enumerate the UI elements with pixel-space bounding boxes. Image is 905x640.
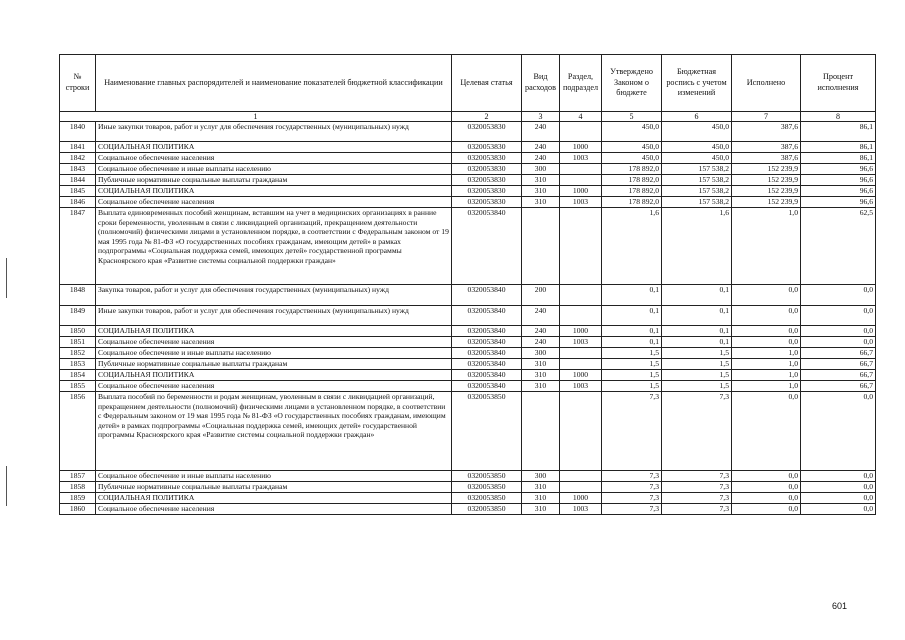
row-number: 1860 xyxy=(60,504,96,515)
row-section: 1000 xyxy=(560,493,602,504)
row-name: Социальное обеспечение населения xyxy=(96,153,452,164)
row-execution-percent: 62,5 xyxy=(801,208,876,285)
row-number: 1848 xyxy=(60,285,96,306)
row-number: 1851 xyxy=(60,337,96,348)
row-number: 1844 xyxy=(60,175,96,186)
row-execution-percent: 66,7 xyxy=(801,348,876,359)
header-kind: Вид расходов xyxy=(522,55,560,112)
column-number: 2 xyxy=(452,112,522,122)
header-name: Наименование главных распорядителей и наименование показателей бюджетной классификации xyxy=(96,55,452,112)
header-approved: Утверждено Законом о бюджете xyxy=(602,55,662,112)
row-approved-amount: 1,6 xyxy=(602,208,662,285)
row-approved-amount: 0,1 xyxy=(602,337,662,348)
row-executed-amount: 1,0 xyxy=(732,359,801,370)
row-expense-kind: 300 xyxy=(522,348,560,359)
row-expense-kind: 310 xyxy=(522,370,560,381)
row-expense-kind: 310 xyxy=(522,504,560,515)
row-executed-amount: 0,0 xyxy=(732,471,801,482)
row-budget-amount: 7,3 xyxy=(662,392,732,471)
row-section xyxy=(560,348,602,359)
header-percent: Процент исполнения xyxy=(801,55,876,112)
row-approved-amount: 1,5 xyxy=(602,381,662,392)
row-expense-kind: 300 xyxy=(522,164,560,175)
row-execution-percent: 0,0 xyxy=(801,326,876,337)
row-section xyxy=(560,285,602,306)
row-name: Публичные нормативные социальные выплаты гражданам xyxy=(96,482,452,493)
row-target-article: 0320053840 xyxy=(452,337,522,348)
header-section: Раздел, подраздел xyxy=(560,55,602,112)
row-target-article: 0320053830 xyxy=(452,175,522,186)
row-budget-amount: 7,3 xyxy=(662,493,732,504)
table-header-row xyxy=(60,55,876,112)
table-row xyxy=(60,175,876,186)
row-executed-amount: 0,0 xyxy=(732,482,801,493)
row-budget-amount: 7,3 xyxy=(662,504,732,515)
table-row xyxy=(60,142,876,153)
row-section: 1003 xyxy=(560,337,602,348)
table-row xyxy=(60,471,876,482)
row-name: СОЦИАЛЬНАЯ ПОЛИТИКА xyxy=(96,493,452,504)
row-number: 1846 xyxy=(60,197,96,208)
row-executed-amount: 0,0 xyxy=(732,306,801,326)
table-row xyxy=(60,370,876,381)
row-budget-amount: 157 538,2 xyxy=(662,186,732,197)
row-expense-kind: 240 xyxy=(522,326,560,337)
row-section: 1003 xyxy=(560,381,602,392)
row-expense-kind: 310 xyxy=(522,186,560,197)
row-execution-percent: 0,0 xyxy=(801,504,876,515)
row-budget-amount: 0,1 xyxy=(662,285,732,306)
row-number: 1859 xyxy=(60,493,96,504)
row-section xyxy=(560,392,602,471)
row-execution-percent: 86,1 xyxy=(801,153,876,164)
row-executed-amount: 152 239,9 xyxy=(732,175,801,186)
row-approved-amount: 7,3 xyxy=(602,471,662,482)
row-executed-amount: 152 239,9 xyxy=(732,164,801,175)
row-execution-percent: 0,0 xyxy=(801,471,876,482)
row-execution-percent: 66,7 xyxy=(801,370,876,381)
row-execution-percent: 0,0 xyxy=(801,482,876,493)
row-number: 1845 xyxy=(60,186,96,197)
row-budget-amount: 450,0 xyxy=(662,153,732,164)
row-executed-amount: 0,0 xyxy=(732,392,801,471)
row-section: 1000 xyxy=(560,370,602,381)
row-target-article: 0320053850 xyxy=(452,471,522,482)
row-execution-percent: 86,1 xyxy=(801,122,876,142)
row-approved-amount: 1,5 xyxy=(602,370,662,381)
budget-report-page xyxy=(59,54,875,515)
row-name: СОЦИАЛЬНАЯ ПОЛИТИКА xyxy=(96,326,452,337)
column-number-row xyxy=(60,112,876,122)
table-row xyxy=(60,153,876,164)
table-row xyxy=(60,381,876,392)
table-row xyxy=(60,208,876,285)
row-expense-kind: 310 xyxy=(522,482,560,493)
row-number: 1841 xyxy=(60,142,96,153)
row-budget-amount: 450,0 xyxy=(662,122,732,142)
row-expense-kind: 310 xyxy=(522,381,560,392)
row-expense-kind: 310 xyxy=(522,175,560,186)
row-execution-percent: 66,7 xyxy=(801,359,876,370)
row-expense-kind: 310 xyxy=(522,359,560,370)
row-approved-amount: 178 892,0 xyxy=(602,197,662,208)
row-target-article: 0320053830 xyxy=(452,164,522,175)
row-section xyxy=(560,471,602,482)
row-executed-amount: 1,0 xyxy=(732,208,801,285)
row-expense-kind: 240 xyxy=(522,142,560,153)
row-name: Социальное обеспечение и иные выплаты населению xyxy=(96,348,452,359)
row-section xyxy=(560,122,602,142)
row-budget-amount: 1,5 xyxy=(662,381,732,392)
row-target-article: 0320053830 xyxy=(452,197,522,208)
row-expense-kind: 310 xyxy=(522,197,560,208)
row-expense-kind xyxy=(522,392,560,471)
row-execution-percent: 96,6 xyxy=(801,175,876,186)
table-body xyxy=(60,122,876,515)
row-number: 1855 xyxy=(60,381,96,392)
row-expense-kind: 300 xyxy=(522,471,560,482)
row-executed-amount: 0,0 xyxy=(732,493,801,504)
row-execution-percent: 96,6 xyxy=(801,164,876,175)
row-executed-amount: 387,6 xyxy=(732,153,801,164)
row-section: 1003 xyxy=(560,153,602,164)
row-approved-amount: 0,1 xyxy=(602,285,662,306)
row-section: 1003 xyxy=(560,197,602,208)
row-budget-amount: 157 538,2 xyxy=(662,164,732,175)
row-name: Социальное обеспечение и иные выплаты населению xyxy=(96,164,452,175)
row-execution-percent: 0,0 xyxy=(801,392,876,471)
row-number: 1849 xyxy=(60,306,96,326)
table-row xyxy=(60,348,876,359)
row-name: Выплата пособий по беременности и родам женщинам, уволенным в связи с ликвидацией организаций, прекращением деятельности (полномочий) физическими лицами в установленном порядке, в соответствии с Федеральным законом от 19 мая 1995 года № 81-ФЗ «О государственных пособиях гражданам, имеющим детей» в рамках подпрограммы «Социальная поддержка семей, имеющих детей» государственной программы Красноярского края «Развитие системы социальной поддержки граждан» xyxy=(96,392,452,471)
row-target-article: 0320053850 xyxy=(452,504,522,515)
row-name: Публичные нормативные социальные выплаты гражданам xyxy=(96,359,452,370)
row-number: 1840 xyxy=(60,122,96,142)
row-name: Иные закупки товаров, работ и услуг для обеспечения государственных (муниципальных) нужд xyxy=(96,122,452,142)
row-target-article: 0320053840 xyxy=(452,359,522,370)
row-name: Социальное обеспечение населения xyxy=(96,337,452,348)
row-target-article: 0320053850 xyxy=(452,392,522,471)
row-section xyxy=(560,208,602,285)
row-section xyxy=(560,164,602,175)
row-name: Выплата единовременных пособий женщинам, вставшим на учет в медицинских организациях в ранние сроки беременности, уволенным в связи с ликвидацией организаций, прекращением деятельности (полномочий) физическими лицами в установленном порядке, в соответствии с Федеральным законом от 19 мая 1995 года № 81-ФЗ «О государственных пособиях гражданам, имеющим детей» в рамках подпрограммы «Социальная поддержка семей, имеющих детей» государственной программы Красноярского края «Развитие системы социальной поддержки граждан» xyxy=(96,208,452,285)
row-target-article: 0320053830 xyxy=(452,186,522,197)
row-target-article: 0320053840 xyxy=(452,285,522,306)
table-row xyxy=(60,493,876,504)
row-executed-amount: 0,0 xyxy=(732,337,801,348)
scan-edge-mark xyxy=(6,258,7,298)
row-approved-amount: 450,0 xyxy=(602,122,662,142)
row-budget-amount: 0,1 xyxy=(662,306,732,326)
column-number: 1 xyxy=(60,112,452,122)
row-number: 1857 xyxy=(60,471,96,482)
row-expense-kind: 310 xyxy=(522,493,560,504)
header-target: Целевая статья xyxy=(452,55,522,112)
row-budget-amount: 1,5 xyxy=(662,348,732,359)
row-name: Иные закупки товаров, работ и услуг для обеспечения государственных (муниципальных) нужд xyxy=(96,306,452,326)
row-name: СОЦИАЛЬНАЯ ПОЛИТИКА xyxy=(96,370,452,381)
row-budget-amount: 0,1 xyxy=(662,326,732,337)
row-section xyxy=(560,175,602,186)
table-row xyxy=(60,359,876,370)
row-approved-amount: 7,3 xyxy=(602,493,662,504)
budget-execution-table xyxy=(59,54,876,515)
column-number: 3 xyxy=(522,112,560,122)
row-approved-amount: 0,1 xyxy=(602,306,662,326)
row-execution-percent: 86,1 xyxy=(801,142,876,153)
row-executed-amount: 1,0 xyxy=(732,370,801,381)
row-executed-amount: 152 239,9 xyxy=(732,186,801,197)
row-expense-kind: 240 xyxy=(522,122,560,142)
row-target-article: 0320053830 xyxy=(452,153,522,164)
column-number: 6 xyxy=(662,112,732,122)
table-row xyxy=(60,164,876,175)
row-number: 1858 xyxy=(60,482,96,493)
row-target-article: 0320053840 xyxy=(452,381,522,392)
row-approved-amount: 7,3 xyxy=(602,482,662,493)
row-approved-amount: 450,0 xyxy=(602,153,662,164)
row-name: Закупка товаров, работ и услуг для обеспечения государственных (муниципальных) нужд xyxy=(96,285,452,306)
row-approved-amount: 7,3 xyxy=(602,392,662,471)
row-executed-amount: 152 239,9 xyxy=(732,197,801,208)
row-name: Публичные нормативные социальные выплаты гражданам xyxy=(96,175,452,186)
row-section xyxy=(560,306,602,326)
row-name: Социальное обеспечение населения xyxy=(96,504,452,515)
row-executed-amount: 1,0 xyxy=(732,381,801,392)
table-row xyxy=(60,197,876,208)
header-row-no: № строки xyxy=(60,55,96,112)
row-target-article: 0320053840 xyxy=(452,348,522,359)
row-target-article: 0320053830 xyxy=(452,122,522,142)
row-execution-percent: 0,0 xyxy=(801,306,876,326)
row-approved-amount: 1,5 xyxy=(602,348,662,359)
row-approved-amount: 178 892,0 xyxy=(602,164,662,175)
row-approved-amount: 7,3 xyxy=(602,504,662,515)
row-execution-percent: 0,0 xyxy=(801,285,876,306)
row-budget-amount: 7,3 xyxy=(662,471,732,482)
row-target-article: 0320053840 xyxy=(452,370,522,381)
table-row xyxy=(60,326,876,337)
row-name: Социальное обеспечение населения xyxy=(96,197,452,208)
header-budget: Бюджетная роспись с учетом изменений xyxy=(662,55,732,112)
table-row xyxy=(60,285,876,306)
row-budget-amount: 157 538,2 xyxy=(662,175,732,186)
row-number: 1847 xyxy=(60,208,96,285)
row-execution-percent: 0,0 xyxy=(801,493,876,504)
row-budget-amount: 157 538,2 xyxy=(662,197,732,208)
row-execution-percent: 0,0 xyxy=(801,337,876,348)
column-number: 5 xyxy=(602,112,662,122)
table-row xyxy=(60,122,876,142)
table-row xyxy=(60,392,876,471)
row-section: 1000 xyxy=(560,186,602,197)
row-target-article: 0320053850 xyxy=(452,493,522,504)
row-approved-amount: 1,5 xyxy=(602,359,662,370)
row-name: Социальное обеспечение и иные выплаты населению xyxy=(96,471,452,482)
row-number: 1856 xyxy=(60,392,96,471)
row-budget-amount: 7,3 xyxy=(662,482,732,493)
row-number: 1854 xyxy=(60,370,96,381)
row-executed-amount: 387,6 xyxy=(732,122,801,142)
row-executed-amount: 387,6 xyxy=(732,142,801,153)
row-approved-amount: 0,1 xyxy=(602,326,662,337)
row-execution-percent: 96,6 xyxy=(801,186,876,197)
table-row xyxy=(60,306,876,326)
row-section: 1000 xyxy=(560,142,602,153)
row-section: 1000 xyxy=(560,326,602,337)
row-name: СОЦИАЛЬНАЯ ПОЛИТИКА xyxy=(96,142,452,153)
row-executed-amount: 0,0 xyxy=(732,285,801,306)
row-number: 1853 xyxy=(60,359,96,370)
row-section xyxy=(560,482,602,493)
row-executed-amount: 0,0 xyxy=(732,504,801,515)
table-row xyxy=(60,337,876,348)
row-number: 1843 xyxy=(60,164,96,175)
row-target-article: 0320053840 xyxy=(452,208,522,285)
row-number: 1850 xyxy=(60,326,96,337)
row-expense-kind: 240 xyxy=(522,337,560,348)
scan-edge-mark xyxy=(6,466,7,506)
header-executed: Исполнено xyxy=(732,55,801,112)
row-expense-kind: 240 xyxy=(522,153,560,164)
row-execution-percent: 96,6 xyxy=(801,197,876,208)
row-expense-kind xyxy=(522,208,560,285)
row-execution-percent: 66,7 xyxy=(801,381,876,392)
row-target-article: 0320053840 xyxy=(452,306,522,326)
page-number: 601 xyxy=(831,601,847,611)
row-executed-amount: 0,0 xyxy=(732,326,801,337)
row-name: Социальное обеспечение населения xyxy=(96,381,452,392)
row-approved-amount: 178 892,0 xyxy=(602,175,662,186)
row-approved-amount: 450,0 xyxy=(602,142,662,153)
row-target-article: 0320053850 xyxy=(452,482,522,493)
row-section xyxy=(560,359,602,370)
row-number: 1842 xyxy=(60,153,96,164)
row-expense-kind: 240 xyxy=(522,306,560,326)
row-name: СОЦИАЛЬНАЯ ПОЛИТИКА xyxy=(96,186,452,197)
column-number: 8 xyxy=(801,112,876,122)
column-number: 4 xyxy=(560,112,602,122)
row-target-article: 0320053830 xyxy=(452,142,522,153)
row-number: 1852 xyxy=(60,348,96,359)
row-expense-kind: 200 xyxy=(522,285,560,306)
row-budget-amount: 1,5 xyxy=(662,359,732,370)
row-budget-amount: 1,6 xyxy=(662,208,732,285)
row-target-article: 0320053840 xyxy=(452,326,522,337)
row-budget-amount: 0,1 xyxy=(662,337,732,348)
table-row xyxy=(60,504,876,515)
table-row xyxy=(60,186,876,197)
row-section: 1003 xyxy=(560,504,602,515)
row-budget-amount: 1,5 xyxy=(662,370,732,381)
row-executed-amount: 1,0 xyxy=(732,348,801,359)
column-number: 7 xyxy=(732,112,801,122)
row-approved-amount: 178 892,0 xyxy=(602,186,662,197)
table-row xyxy=(60,482,876,493)
row-budget-amount: 450,0 xyxy=(662,142,732,153)
